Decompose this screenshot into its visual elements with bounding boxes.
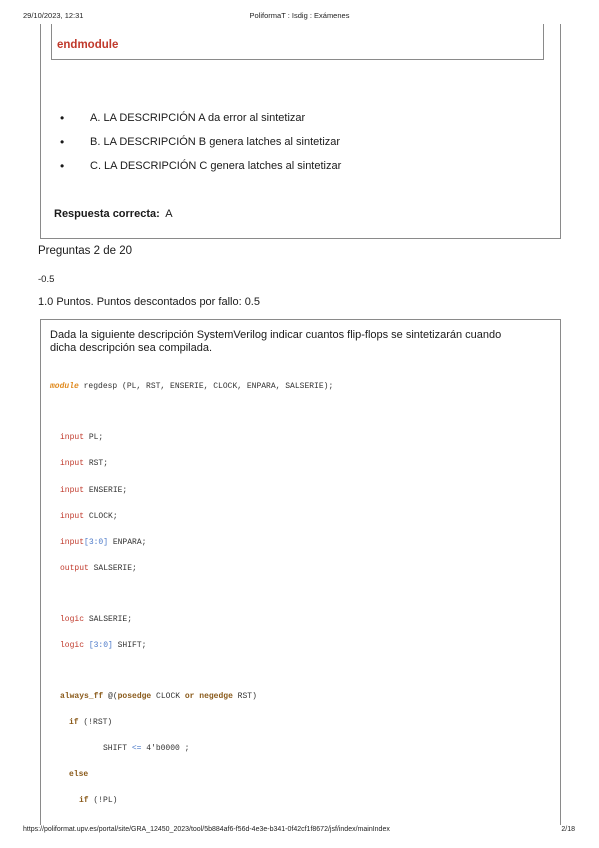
code-line: SHIFT <= 4'b0000 ;: [103, 744, 190, 753]
code-line: if (!RST): [69, 718, 113, 727]
code-line: else: [69, 770, 89, 779]
code-line: input ENSERIE;: [60, 486, 128, 495]
bullet-icon: •: [60, 111, 65, 125]
code-line: input[3:0] ENPARA;: [60, 538, 147, 547]
print-title: PoliformaT : Isdig : Exámenes: [249, 11, 350, 20]
question-box: [40, 319, 561, 825]
print-datetime: 29/10/2023, 12:31: [23, 11, 84, 20]
code-line: module regdesp (PL, RST, ENSERIE, CLOCK, ENPARA, SALSERIE);: [50, 382, 334, 391]
endmodule-keyword: endmodule: [57, 39, 119, 51]
question-score: -0.5: [38, 274, 55, 285]
question-text: Dada la siguiente descripción SystemVerilog indicar cuantos flip-flops se sintetizarán cuando dicha descripción sea compilada.: [50, 329, 502, 354]
code-line: output SALSERIE;: [60, 564, 137, 573]
code-line: input PL;: [60, 433, 104, 442]
correct-answer-label: Respuesta correcta:: [54, 208, 160, 220]
previous-question-box: [40, 24, 561, 239]
print-header: [0, 11, 599, 23]
code-line: input RST;: [60, 459, 109, 468]
code-block-end: [51, 24, 544, 60]
correct-answer: [54, 208, 173, 220]
correct-answer-value: A: [165, 208, 173, 220]
code-line: always_ff @(posedge CLOCK or negedge RST): [60, 692, 257, 701]
page-number: 2/18: [561, 826, 575, 833]
code-line: if (!PL): [79, 796, 118, 805]
option-text: C. LA DESCRIPCIÓN C genera latches al sintetizar: [90, 160, 342, 172]
option-text: A. LA DESCRIPCIÓN A da error al sintetizar: [90, 112, 306, 124]
print-footer: [0, 826, 599, 838]
code-line: input CLOCK;: [60, 512, 118, 521]
code-line: logic [3:0] SHIFT;: [60, 641, 147, 650]
option-text: B. LA DESCRIPCIÓN B genera latches al sintetizar: [90, 136, 341, 148]
question-title: Preguntas 2 de 20: [38, 245, 132, 257]
question-points: 1.0 Puntos. Puntos descontados por fallo: 0.5: [38, 296, 260, 308]
code-line: logic SALSERIE;: [60, 615, 133, 624]
bullet-icon: •: [60, 159, 65, 173]
print-url: https://poliformat.upv.es/portal/site/GRA_12450_2023/tool/5b884af6-f56d-4e3e-b341-0f42cf1f8672/jsf/index/mainIndex: [23, 826, 390, 833]
bullet-icon: •: [60, 135, 65, 149]
